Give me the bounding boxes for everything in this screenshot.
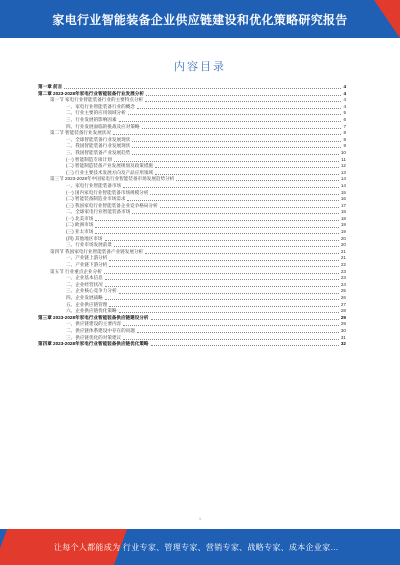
toc-leader-dots — [119, 293, 339, 294]
toc-entry-page: 30 — [340, 327, 346, 333]
toc-leader-dots — [132, 147, 341, 148]
toc-entry[interactable] — [38, 282, 346, 289]
toc-entry-title: (一) 北美市场 — [66, 215, 94, 221]
toc-leader-dots — [150, 194, 338, 195]
toc-entry[interactable] — [38, 196, 346, 203]
toc-entry[interactable] — [38, 216, 346, 223]
toc-entry-page: 8 — [343, 136, 346, 142]
toc-entry-page: 6 — [343, 116, 346, 122]
toc-entry-title: 二、供应链体系建设中存在的问题 — [66, 327, 135, 333]
toc-entry[interactable] — [38, 143, 346, 150]
toc-entry-page: 10 — [340, 149, 346, 155]
toc-leader-dots — [119, 121, 342, 122]
toc-entry-page: 26 — [340, 295, 346, 300]
toc-entry-page: 32 — [340, 341, 346, 347]
toc-leader-dots — [105, 240, 339, 241]
toc-entry-title: 第一章 前言 — [38, 84, 63, 89]
toc-leader-dots — [128, 114, 342, 115]
toc-leader-dots — [137, 108, 342, 109]
toc-entry[interactable] — [38, 183, 346, 190]
toc-entry[interactable] — [38, 104, 346, 111]
toc-entry-page: 8 — [343, 130, 346, 136]
toc-entry[interactable] — [38, 229, 346, 236]
toc-entry[interactable] — [38, 249, 346, 256]
toc-leader-dots — [132, 154, 339, 155]
report-header — [0, 0, 400, 38]
toc-entry-page: 18 — [340, 215, 346, 221]
toc-leader-dots — [155, 167, 339, 168]
toc-entry-title: 第五节 行业重点企业分析 — [50, 268, 102, 274]
toc-entry-page: 9 — [343, 143, 346, 149]
toc-entry-page: 21 — [340, 255, 346, 261]
toc-entry[interactable] — [38, 275, 346, 282]
toc-leader-dots — [95, 233, 339, 234]
toc-entry[interactable] — [38, 190, 346, 197]
toc-entry[interactable] — [38, 137, 346, 144]
toc-entry-page: 11 — [341, 156, 346, 162]
toc-leader-dots — [176, 180, 339, 181]
toc-entry-page: 21 — [340, 248, 346, 254]
footer-slogan: 让每个人都能成为 行业专家、管理专家、营销专家、战略专家、成本企业家… — [54, 543, 339, 552]
toc-entry[interactable] — [38, 203, 346, 210]
toc-entry-page: 23 — [340, 268, 346, 274]
toc-entry-page: 18 — [340, 209, 346, 215]
toc-entry[interactable] — [38, 150, 346, 157]
toc-leader-dots — [146, 95, 342, 96]
toc-heading: 内容目录 — [174, 61, 226, 73]
toc-leader-dots — [109, 306, 339, 307]
toc-entry[interactable] — [38, 236, 346, 243]
toc-entry-title: (二) 智能制造装备产业发展规划及政策措施 — [66, 163, 154, 169]
toc-leader-dots — [160, 207, 339, 208]
toc-entry-title: 三、行业发展的影响因素 — [66, 116, 117, 122]
toc-leader-dots — [123, 187, 339, 188]
toc-entry-title: (三) 我国家电行业智能装备企业竞争格局分析 — [66, 202, 158, 208]
toc-entry-page: 27 — [340, 301, 346, 307]
toc-entry-title: 一、家电行业智能装备行业的概念 — [66, 103, 135, 109]
toc-leader-dots — [123, 339, 339, 340]
toc-entry-page: 7 — [343, 123, 346, 129]
toc-entry[interactable] — [38, 295, 346, 302]
toc-entry[interactable] — [38, 321, 346, 328]
toc-entry-page: 22 — [340, 262, 346, 268]
toc-leader-dots — [145, 101, 341, 102]
toc-entry-page: 4 — [343, 103, 346, 109]
toc-entry[interactable] — [38, 222, 346, 229]
toc-leader-dots — [109, 260, 339, 261]
toc-entry[interactable] — [38, 91, 346, 98]
toc-leader-dots — [113, 134, 341, 135]
table-of-contents — [38, 84, 346, 348]
toc-entry-title: (三) 亚太市场 — [66, 229, 94, 235]
toc-entry-title: 三、供应链优化的对策建议 — [66, 334, 122, 340]
toc-entry-page: 19 — [340, 222, 346, 228]
toc-entry-title: 第三章 2023-2028年家电行业智能装备供应链建设分析 — [38, 314, 149, 320]
toc-entry-page: 14 — [340, 176, 346, 182]
toc-entry[interactable] — [38, 302, 346, 309]
toc-entry-title: 第一节 家电行业智能装备行业的主要特点分析 — [50, 97, 144, 103]
toc-entry[interactable] — [38, 209, 346, 216]
toc-leader-dots — [127, 200, 338, 201]
toc-entry[interactable] — [38, 262, 346, 269]
toc-entry-page: 17 — [340, 202, 346, 208]
toc-entry-title: 一、供应链建设的主要内容 — [66, 321, 122, 327]
toc-leader-dots — [95, 227, 339, 228]
toc-entry-title: 一、家电行业智能装备市场 — [66, 182, 122, 188]
toc-entry[interactable] — [38, 242, 346, 249]
toc-entry-title: 第四章 2023-2028年家电行业智能装备供应链优化策略 — [38, 341, 149, 347]
toc-leader-dots — [155, 174, 339, 175]
toc-entry-page: 24 — [340, 281, 346, 287]
toc-entry-page: 31 — [340, 334, 346, 340]
toc-entry-title: 第四节 我国家电行业智能装备产业链发展分析 — [50, 248, 144, 254]
toc-entry-title: 第三节 2023-2028年中国家电行业智能装备市场发展趋势分析 — [50, 176, 175, 182]
toc-leader-dots — [104, 273, 339, 274]
toc-entry-title: (一) 国内家电行业智能装备市场规模分析 — [66, 189, 149, 195]
page-number: 1 — [198, 516, 202, 521]
toc-leader-dots — [114, 246, 339, 247]
toc-entry-page: 20 — [340, 235, 346, 241]
toc-entry[interactable] — [38, 308, 346, 315]
toc-entry-page: 4 — [343, 90, 346, 96]
toc-entry-page: 12 — [340, 163, 346, 169]
toc-entry-title: 第二章 2023-2028年家电行业智能装备行业发展分析 — [38, 90, 144, 96]
toc-entry[interactable] — [38, 255, 346, 262]
toc-entry-title: 六、企业供应链优化策略 — [66, 308, 117, 314]
toc-leader-dots — [132, 141, 341, 142]
toc-entry-page: 16 — [340, 196, 346, 202]
toc-entry-page: 28 — [340, 308, 346, 314]
toc-entry-title: (二) 智能装备制造业市场需求 — [66, 196, 126, 202]
toc-leader-dots — [114, 161, 340, 162]
toc-entry-page: 13 — [340, 169, 346, 175]
toc-entry-page: 29 — [340, 321, 346, 327]
toc-entry[interactable] — [38, 176, 346, 183]
toc-entry-title: 四、行业发展面临的挑战及应对策略 — [66, 123, 140, 129]
toc-entry[interactable] — [38, 130, 346, 137]
toc-leader-dots — [105, 286, 339, 287]
toc-leader-dots — [151, 345, 339, 346]
toc-entry[interactable] — [38, 157, 346, 164]
toc-entry[interactable] — [38, 124, 346, 131]
toc-entry-title: (一) 智能制造专项计划 — [66, 156, 112, 162]
toc-entry[interactable] — [38, 163, 346, 170]
toc-entry[interactable] — [38, 288, 346, 295]
report-title: 家电行业智能装备企业供应链建设和优化策略研究报告 — [52, 13, 348, 27]
toc-entry[interactable] — [38, 117, 346, 124]
toc-leader-dots — [64, 88, 341, 89]
toc-entry[interactable] — [38, 335, 346, 342]
toc-entry-title: 二、我国智能装备行业发展现状 — [66, 143, 131, 149]
toc-entry-page: 25 — [340, 288, 346, 294]
toc-entry-page: 20 — [340, 242, 346, 248]
toc-entry-page: 15 — [340, 189, 346, 195]
toc-entry-title: 三、行业市场发展前景 — [66, 242, 112, 248]
toc-entry-title: (二) 欧洲市场 — [66, 222, 94, 228]
toc-entry[interactable] — [38, 110, 346, 117]
toc-entry[interactable] — [38, 84, 346, 91]
toc-leader-dots — [151, 319, 339, 320]
toc-entry[interactable] — [38, 97, 346, 104]
toc-entry-title: 二、企业经营状况 — [66, 281, 103, 287]
toc-entry[interactable] — [38, 170, 346, 177]
toc-leader-dots — [119, 312, 339, 313]
toc-entry-title: (四) 其他地区市场 — [66, 235, 103, 241]
toc-entry[interactable] — [38, 269, 346, 276]
toc-entry-title: 二、产业链下游分析 — [66, 262, 108, 268]
toc-leader-dots — [95, 220, 339, 221]
toc-entry[interactable] — [38, 315, 346, 322]
toc-entry-page: 23 — [340, 275, 346, 281]
toc-entry-title: 二、全球家电行业智能装备市场 — [66, 209, 131, 215]
toc-leader-dots — [132, 213, 339, 214]
report-footer — [0, 529, 400, 565]
toc-entry-page: 4 — [343, 84, 346, 89]
toc-entry-title: 二、行业主要的应用领域分析 — [66, 110, 126, 116]
toc-entry-title: (三) 行业主要技术发展方向及产品应用领域 — [66, 169, 154, 175]
toc-entry-page: 29 — [340, 314, 346, 320]
toc-entry-title: 一、企业基本信息 — [66, 275, 103, 281]
toc-entry-page: 19 — [340, 229, 346, 235]
toc-leader-dots — [145, 253, 339, 254]
toc-leader-dots — [105, 299, 339, 300]
toc-leader-dots — [109, 266, 339, 267]
toc-leader-dots — [137, 332, 339, 333]
header-accent — [374, 0, 400, 38]
toc-leader-dots — [142, 128, 342, 129]
toc-entry-title: 第二节 智能装备行业发展状况 — [50, 130, 111, 136]
toc-leader-dots — [105, 279, 339, 280]
toc-entry-title: 四、企业发展战略 — [66, 295, 103, 300]
toc-entry-title: 一、全球智能装备行业发展现状 — [66, 136, 131, 142]
toc-entry-page: 4 — [343, 97, 346, 103]
toc-entry[interactable] — [38, 328, 346, 335]
toc-entry-title: 一、产业链上游分析 — [66, 255, 108, 261]
toc-entry[interactable] — [38, 341, 346, 348]
toc-entry-title: 三、企业核心竞争力分析 — [66, 288, 117, 294]
toc-entry-title: 五、企业供应链管理 — [66, 301, 108, 307]
toc-entry-page: 14 — [340, 182, 346, 188]
toc-entry-page: 5 — [343, 110, 346, 116]
toc-entry-title: 三、我国智能装备产业发展趋势 — [66, 149, 131, 155]
toc-leader-dots — [123, 325, 339, 326]
